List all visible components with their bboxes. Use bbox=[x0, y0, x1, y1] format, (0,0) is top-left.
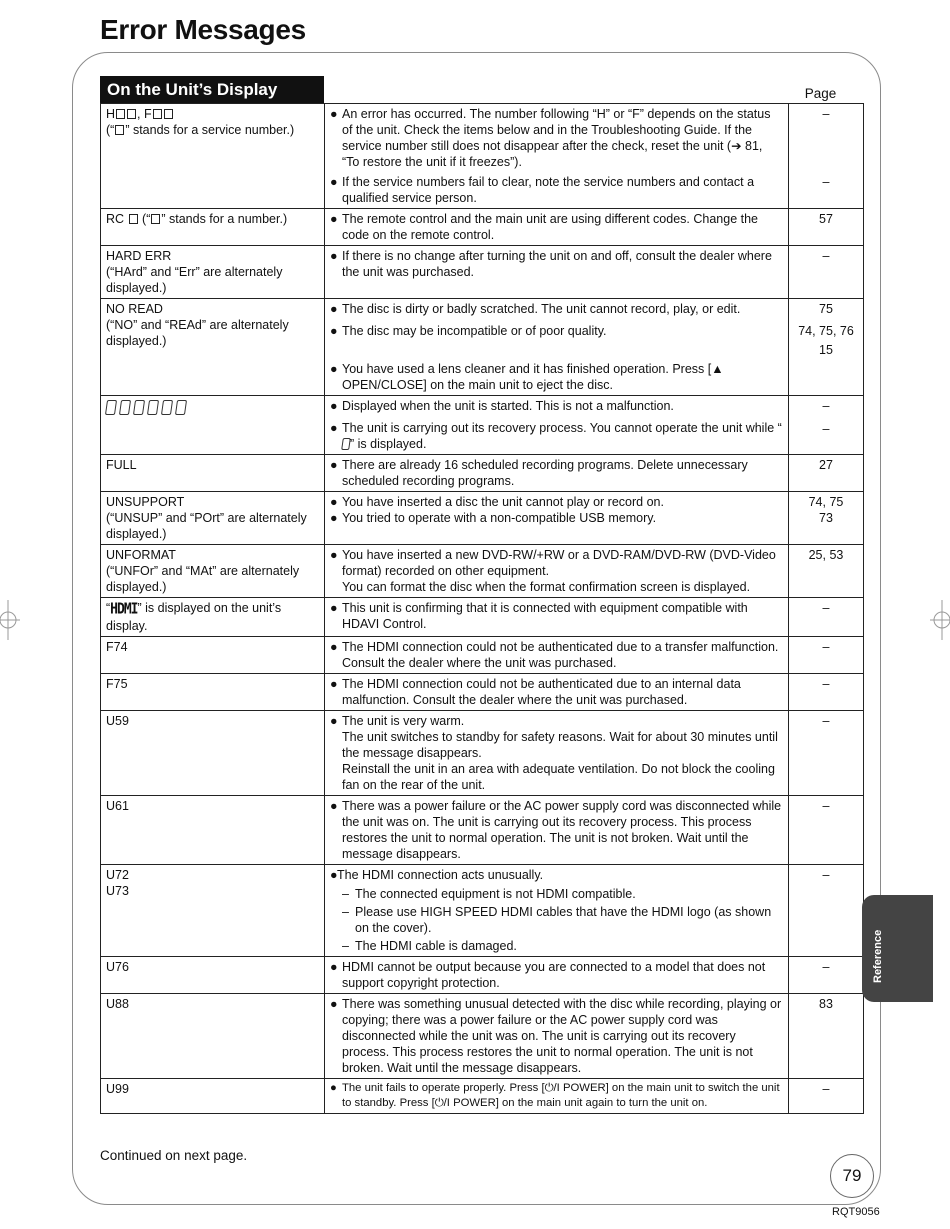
bullet-icon: ● bbox=[330, 107, 338, 121]
bullet-icon: ● bbox=[330, 1082, 337, 1094]
bullet-icon: ● bbox=[330, 175, 338, 189]
table-row bbox=[101, 455, 864, 492]
list-item bbox=[330, 211, 783, 243]
description-cell bbox=[325, 957, 789, 994]
entry-text: If the service numbers fail to clear, note the service numbers and contact a qualified service person. bbox=[342, 175, 755, 205]
segment-glyph-icon bbox=[341, 438, 351, 450]
sub-item-text: The HDMI cable is damaged. bbox=[355, 939, 517, 953]
bullet-icon: ● bbox=[330, 212, 338, 226]
description-cell bbox=[325, 865, 789, 957]
table-row bbox=[101, 598, 864, 637]
code-cell bbox=[101, 1079, 325, 1114]
sub-item bbox=[342, 938, 783, 954]
list-item bbox=[330, 248, 783, 280]
table-row bbox=[101, 246, 864, 299]
digit-box-icon bbox=[115, 125, 124, 135]
page-ref-cell bbox=[789, 598, 864, 637]
code-text: NO READ bbox=[106, 302, 163, 316]
entry-text: The unit fails to operate properly. Press [⏻/I POWER] on the main unit to switch the unit to standby. Press [⏻/I POWER] on the main unit again to turn the unit on. bbox=[342, 1082, 780, 1109]
table-row bbox=[101, 674, 864, 711]
document-code: RQT9056 bbox=[832, 1206, 880, 1218]
entry-text: The unit is very warm. bbox=[342, 714, 465, 728]
code-cell bbox=[101, 957, 325, 994]
code-cell bbox=[101, 396, 325, 455]
page-ref-cell bbox=[789, 209, 864, 246]
page-ref: – bbox=[822, 714, 830, 728]
entry-text: The HDMI connection could not be authenticated due to a transfer malfunction. Consult the dealer where the unit was purchased. bbox=[342, 640, 779, 670]
bullet-icon: ● bbox=[330, 324, 338, 338]
description-cell bbox=[325, 637, 789, 674]
code-text: UNSUPPORT bbox=[106, 495, 185, 509]
list-item bbox=[330, 361, 783, 393]
page-ref-cell bbox=[789, 545, 864, 598]
entry-text: The HDMI connection acts unusually. bbox=[337, 868, 544, 882]
bullet-icon: ● bbox=[330, 677, 338, 691]
entry-text: The HDMI connection could not be authenticated due to an internal data malfunction. Consult the dealer where the unit was purchased. bbox=[342, 677, 741, 707]
reference-tab-label: Reference bbox=[872, 929, 884, 983]
page-ref: – bbox=[822, 677, 830, 691]
sub-item bbox=[342, 886, 783, 902]
description-cell bbox=[325, 246, 789, 299]
page-ref: – bbox=[822, 960, 830, 974]
table-row bbox=[101, 492, 864, 545]
bullet-icon: ● bbox=[330, 548, 338, 562]
page-ref-cell bbox=[789, 455, 864, 492]
code-note: (“UNSUP” and “POrt” are alternately displayed.) bbox=[106, 511, 307, 541]
digit-box-icon bbox=[129, 214, 138, 224]
code-text: RC bbox=[106, 212, 125, 226]
code-cell bbox=[101, 994, 325, 1079]
page-ref: – bbox=[822, 107, 830, 121]
description-cell bbox=[325, 711, 789, 796]
list-item bbox=[330, 996, 783, 1076]
table-row bbox=[101, 299, 864, 396]
reference-tab bbox=[862, 895, 933, 1002]
digit-box-icon bbox=[116, 109, 125, 119]
digit-box-icon bbox=[153, 109, 162, 119]
code-cell bbox=[101, 598, 325, 637]
table-row bbox=[101, 545, 864, 598]
table-row bbox=[101, 104, 864, 209]
code-note: (“ bbox=[106, 123, 115, 137]
page-column-label: Page bbox=[804, 86, 837, 101]
table-row bbox=[101, 396, 864, 455]
page-ref-cell bbox=[789, 865, 864, 957]
entry-text: There was a power failure or the AC power supply cord was disconnected while the unit was on. The unit is carrying out its recovery process. This process restores the unit to normal operation. The unit is not broken. Wait until the message disappears. bbox=[342, 799, 782, 861]
table-row bbox=[101, 865, 864, 957]
code-note: (“HArd” and “Err” are alternately displayed.) bbox=[106, 265, 283, 295]
code-note: (“UNFOr” and “MAt” are alternately displayed.) bbox=[106, 564, 300, 594]
list-item bbox=[330, 713, 783, 793]
page-ref: 27 bbox=[819, 458, 833, 472]
description-cell bbox=[325, 104, 789, 209]
bullet-icon: ● bbox=[330, 249, 338, 263]
page-ref-cell bbox=[789, 104, 864, 209]
description-cell bbox=[325, 455, 789, 492]
code-text: FULL bbox=[106, 458, 137, 472]
page-ref-cell bbox=[789, 796, 864, 865]
table-row bbox=[101, 209, 864, 246]
page-ref: 83 bbox=[819, 997, 833, 1011]
entry-text: ” is displayed. bbox=[350, 437, 427, 451]
page-ref: – bbox=[822, 601, 830, 615]
page-ref: 74, 75, 76 bbox=[798, 324, 854, 338]
description-cell bbox=[325, 209, 789, 246]
code-cell bbox=[101, 492, 325, 545]
entry-text: HDMI cannot be output because you are connected to a model that does not support copyright protection. bbox=[342, 960, 766, 990]
page-ref: – bbox=[822, 640, 830, 654]
table-row bbox=[101, 957, 864, 994]
page-ref-cell bbox=[789, 957, 864, 994]
page-ref: 25, 53 bbox=[808, 548, 844, 562]
code-text: U88 bbox=[106, 997, 129, 1011]
page-ref: – bbox=[822, 1082, 830, 1096]
page-ref-cell bbox=[789, 299, 864, 396]
code-text: U59 bbox=[106, 714, 129, 728]
list-item bbox=[330, 867, 783, 883]
code-cell bbox=[101, 455, 325, 492]
table-row bbox=[101, 994, 864, 1079]
page-ref-cell bbox=[789, 396, 864, 455]
code-cell bbox=[101, 246, 325, 299]
code-note: (“NO” and “REAd” are alternately displayed.) bbox=[106, 318, 289, 348]
description-cell bbox=[325, 796, 789, 865]
code-text: U99 bbox=[106, 1082, 129, 1096]
code-text: H bbox=[106, 107, 116, 121]
entry-text: The unit switches to standby for safety reasons. Wait for about 30 minutes until the message disappears. bbox=[342, 730, 778, 760]
description-cell bbox=[325, 492, 789, 545]
entry-text: You have inserted a disc the unit cannot play or record on. bbox=[342, 495, 664, 509]
dash-icon: – bbox=[342, 887, 349, 901]
continued-note: Continued on next page. bbox=[100, 1148, 248, 1163]
entry-text: There are already 16 scheduled recording programs. Delete unnecessary scheduled recording programs. bbox=[342, 458, 748, 488]
code-cell bbox=[101, 545, 325, 598]
bullet-icon: ● bbox=[330, 495, 338, 509]
list-item bbox=[330, 547, 783, 595]
page-ref-cell bbox=[789, 1079, 864, 1114]
entry-text: The remote control and the main unit are using different codes. Change the code on the remote control. bbox=[342, 212, 758, 242]
bullet-icon: ● bbox=[330, 960, 338, 974]
sub-item bbox=[342, 904, 783, 936]
code-cell bbox=[101, 711, 325, 796]
segment-display-icon bbox=[106, 398, 319, 415]
description-cell bbox=[325, 1079, 789, 1114]
code-text: U76 bbox=[106, 960, 129, 974]
sub-item-text: Please use HIGH SPEED HDMI cables that have the HDMI logo (as shown on the cover). bbox=[355, 905, 772, 935]
code-text: U61 bbox=[106, 799, 129, 813]
page-ref: 75 bbox=[819, 302, 833, 316]
table-row bbox=[101, 637, 864, 674]
page-ref-cell bbox=[789, 637, 864, 674]
entry-text: An error has occurred. The number following “H” or “F” depends on the status of the unit. Check the items below and in the Troubleshooting Guide. If the service number still does not disappear after the check, reset the unit (➔ 81, “To restore the unit if it freezes”). bbox=[342, 107, 771, 169]
list-item bbox=[330, 174, 783, 206]
list-item bbox=[330, 639, 783, 671]
bullet-icon: ● bbox=[330, 399, 338, 413]
list-item bbox=[330, 494, 783, 510]
list-item bbox=[330, 798, 783, 862]
entry-text: You have used a lens cleaner and it has finished operation. Press [▲ OPEN/CLOSE] on the main unit to eject the disc. bbox=[342, 362, 724, 392]
registration-mark-icon bbox=[0, 600, 20, 640]
list-item bbox=[330, 106, 783, 170]
digit-box-icon bbox=[164, 109, 173, 119]
table-row bbox=[101, 1079, 864, 1114]
page-ref-cell bbox=[789, 492, 864, 545]
page-ref-cell bbox=[789, 674, 864, 711]
list-item bbox=[330, 600, 783, 632]
code-separator: , F bbox=[137, 107, 152, 121]
list-item bbox=[330, 1081, 783, 1111]
list-item bbox=[330, 676, 783, 708]
entry-text: You have inserted a new DVD-RW/+RW or a DVD-RAM/DVD-RW (DVD-Video format) recorded on other equipment. bbox=[342, 548, 776, 578]
table-row bbox=[101, 711, 864, 796]
bullet-icon: ● bbox=[330, 868, 338, 882]
code-text: UNFORMAT bbox=[106, 548, 176, 562]
bullet-icon: ● bbox=[330, 302, 338, 316]
page-ref-cell bbox=[789, 246, 864, 299]
description-cell bbox=[325, 598, 789, 637]
description-cell bbox=[325, 299, 789, 396]
code-cell bbox=[101, 865, 325, 957]
entry-text: The disc may be incompatible or of poor quality. bbox=[342, 324, 607, 338]
table-row bbox=[101, 796, 864, 865]
entry-text: You tried to operate with a non-compatible USB memory. bbox=[342, 511, 657, 525]
page-ref: – bbox=[822, 868, 830, 882]
code-cell bbox=[101, 299, 325, 396]
list-item bbox=[330, 420, 783, 452]
code-text: U73 bbox=[106, 884, 129, 898]
code-note: (“ bbox=[142, 212, 151, 226]
code-cell bbox=[101, 674, 325, 711]
code-cell bbox=[101, 796, 325, 865]
list-item bbox=[330, 398, 783, 414]
bullet-icon: ● bbox=[330, 601, 338, 615]
code-cell bbox=[101, 209, 325, 246]
code-cell bbox=[101, 104, 325, 209]
bullet-icon: ● bbox=[330, 362, 338, 376]
code-note: ” stands for a number.) bbox=[161, 212, 288, 226]
list-item bbox=[330, 301, 783, 317]
list-item bbox=[330, 323, 783, 339]
page-number: 79 bbox=[830, 1154, 874, 1198]
list-item bbox=[330, 510, 783, 526]
bullet-icon: ● bbox=[330, 799, 338, 813]
code-cell bbox=[101, 637, 325, 674]
page-ref: – bbox=[822, 175, 830, 189]
page-ref: 57 bbox=[819, 212, 833, 226]
page-ref: – bbox=[822, 799, 830, 813]
dash-icon: – bbox=[342, 905, 349, 919]
bullet-icon: ● bbox=[330, 511, 338, 525]
bullet-icon: ● bbox=[330, 640, 338, 654]
section-header: On the Unit’s Display bbox=[100, 76, 324, 104]
bullet-icon: ● bbox=[330, 421, 338, 435]
registration-mark-icon bbox=[930, 600, 950, 640]
page-title: Error Messages bbox=[100, 14, 306, 45]
page-ref: – bbox=[822, 399, 830, 413]
code-text: F75 bbox=[106, 677, 128, 691]
entry-text: The disc is dirty or badly scratched. The unit cannot record, play, or edit. bbox=[342, 302, 741, 316]
list-item bbox=[330, 959, 783, 991]
entry-text: You can format the disc when the format confirmation screen is displayed. bbox=[342, 580, 751, 594]
bullet-icon: ● bbox=[330, 997, 338, 1011]
page-ref: – bbox=[822, 249, 830, 263]
bullet-icon: ● bbox=[330, 458, 338, 472]
description-cell bbox=[325, 994, 789, 1079]
sub-item-text: The connected equipment is not HDMI compatible. bbox=[355, 887, 636, 901]
page-ref: 74, 75 bbox=[808, 495, 844, 509]
entry-text: If there is no change after turning the unit on and off, consult the dealer where the unit was purchased. bbox=[342, 249, 772, 279]
entry-text: Displayed when the unit is started. This is not a malfunction. bbox=[342, 399, 674, 413]
page-ref-cell bbox=[789, 994, 864, 1079]
entry-text: There was something unusual detected with the disc while recording, playing or copying; there was a power failure or the AC power supply cord was disconnected while the unit was on. The unit is carrying out its recovery process. This process restores the unit to normal operation. The unit is not broken. Wait until the message disappears. bbox=[342, 997, 782, 1075]
description-cell bbox=[325, 396, 789, 455]
page-ref: – bbox=[822, 422, 830, 436]
description-cell bbox=[325, 545, 789, 598]
bullet-icon: ● bbox=[330, 714, 338, 728]
code-note: “ bbox=[106, 601, 111, 615]
digit-box-icon bbox=[151, 214, 160, 224]
entry-text: Reinstall the unit in an area with adequate ventilation. Do not block the cooling fan on the rear of the unit. bbox=[342, 762, 775, 792]
code-note: ” is displayed on the unit’s display. bbox=[106, 601, 282, 633]
list-item bbox=[330, 457, 783, 489]
entry-text: This unit is confirming that it is connected with equipment compatible with HDAVI Control. bbox=[342, 601, 748, 631]
error-table bbox=[100, 103, 864, 1114]
entry-text: The unit is carrying out its recovery process. You cannot operate the unit while “ bbox=[342, 421, 782, 435]
page-ref-cell bbox=[789, 711, 864, 796]
code-text: F74 bbox=[106, 640, 128, 654]
digit-box-icon bbox=[127, 109, 136, 119]
page-ref: 73 bbox=[819, 511, 833, 525]
code-text: HARD ERR bbox=[106, 249, 172, 263]
description-cell bbox=[325, 674, 789, 711]
page-ref: 15 bbox=[819, 343, 833, 357]
hdmi-display-icon: HDMI bbox=[110, 600, 138, 619]
code-text: U72 bbox=[106, 868, 129, 882]
dash-icon: – bbox=[342, 939, 349, 953]
code-note: ” stands for a service number.) bbox=[125, 123, 295, 137]
